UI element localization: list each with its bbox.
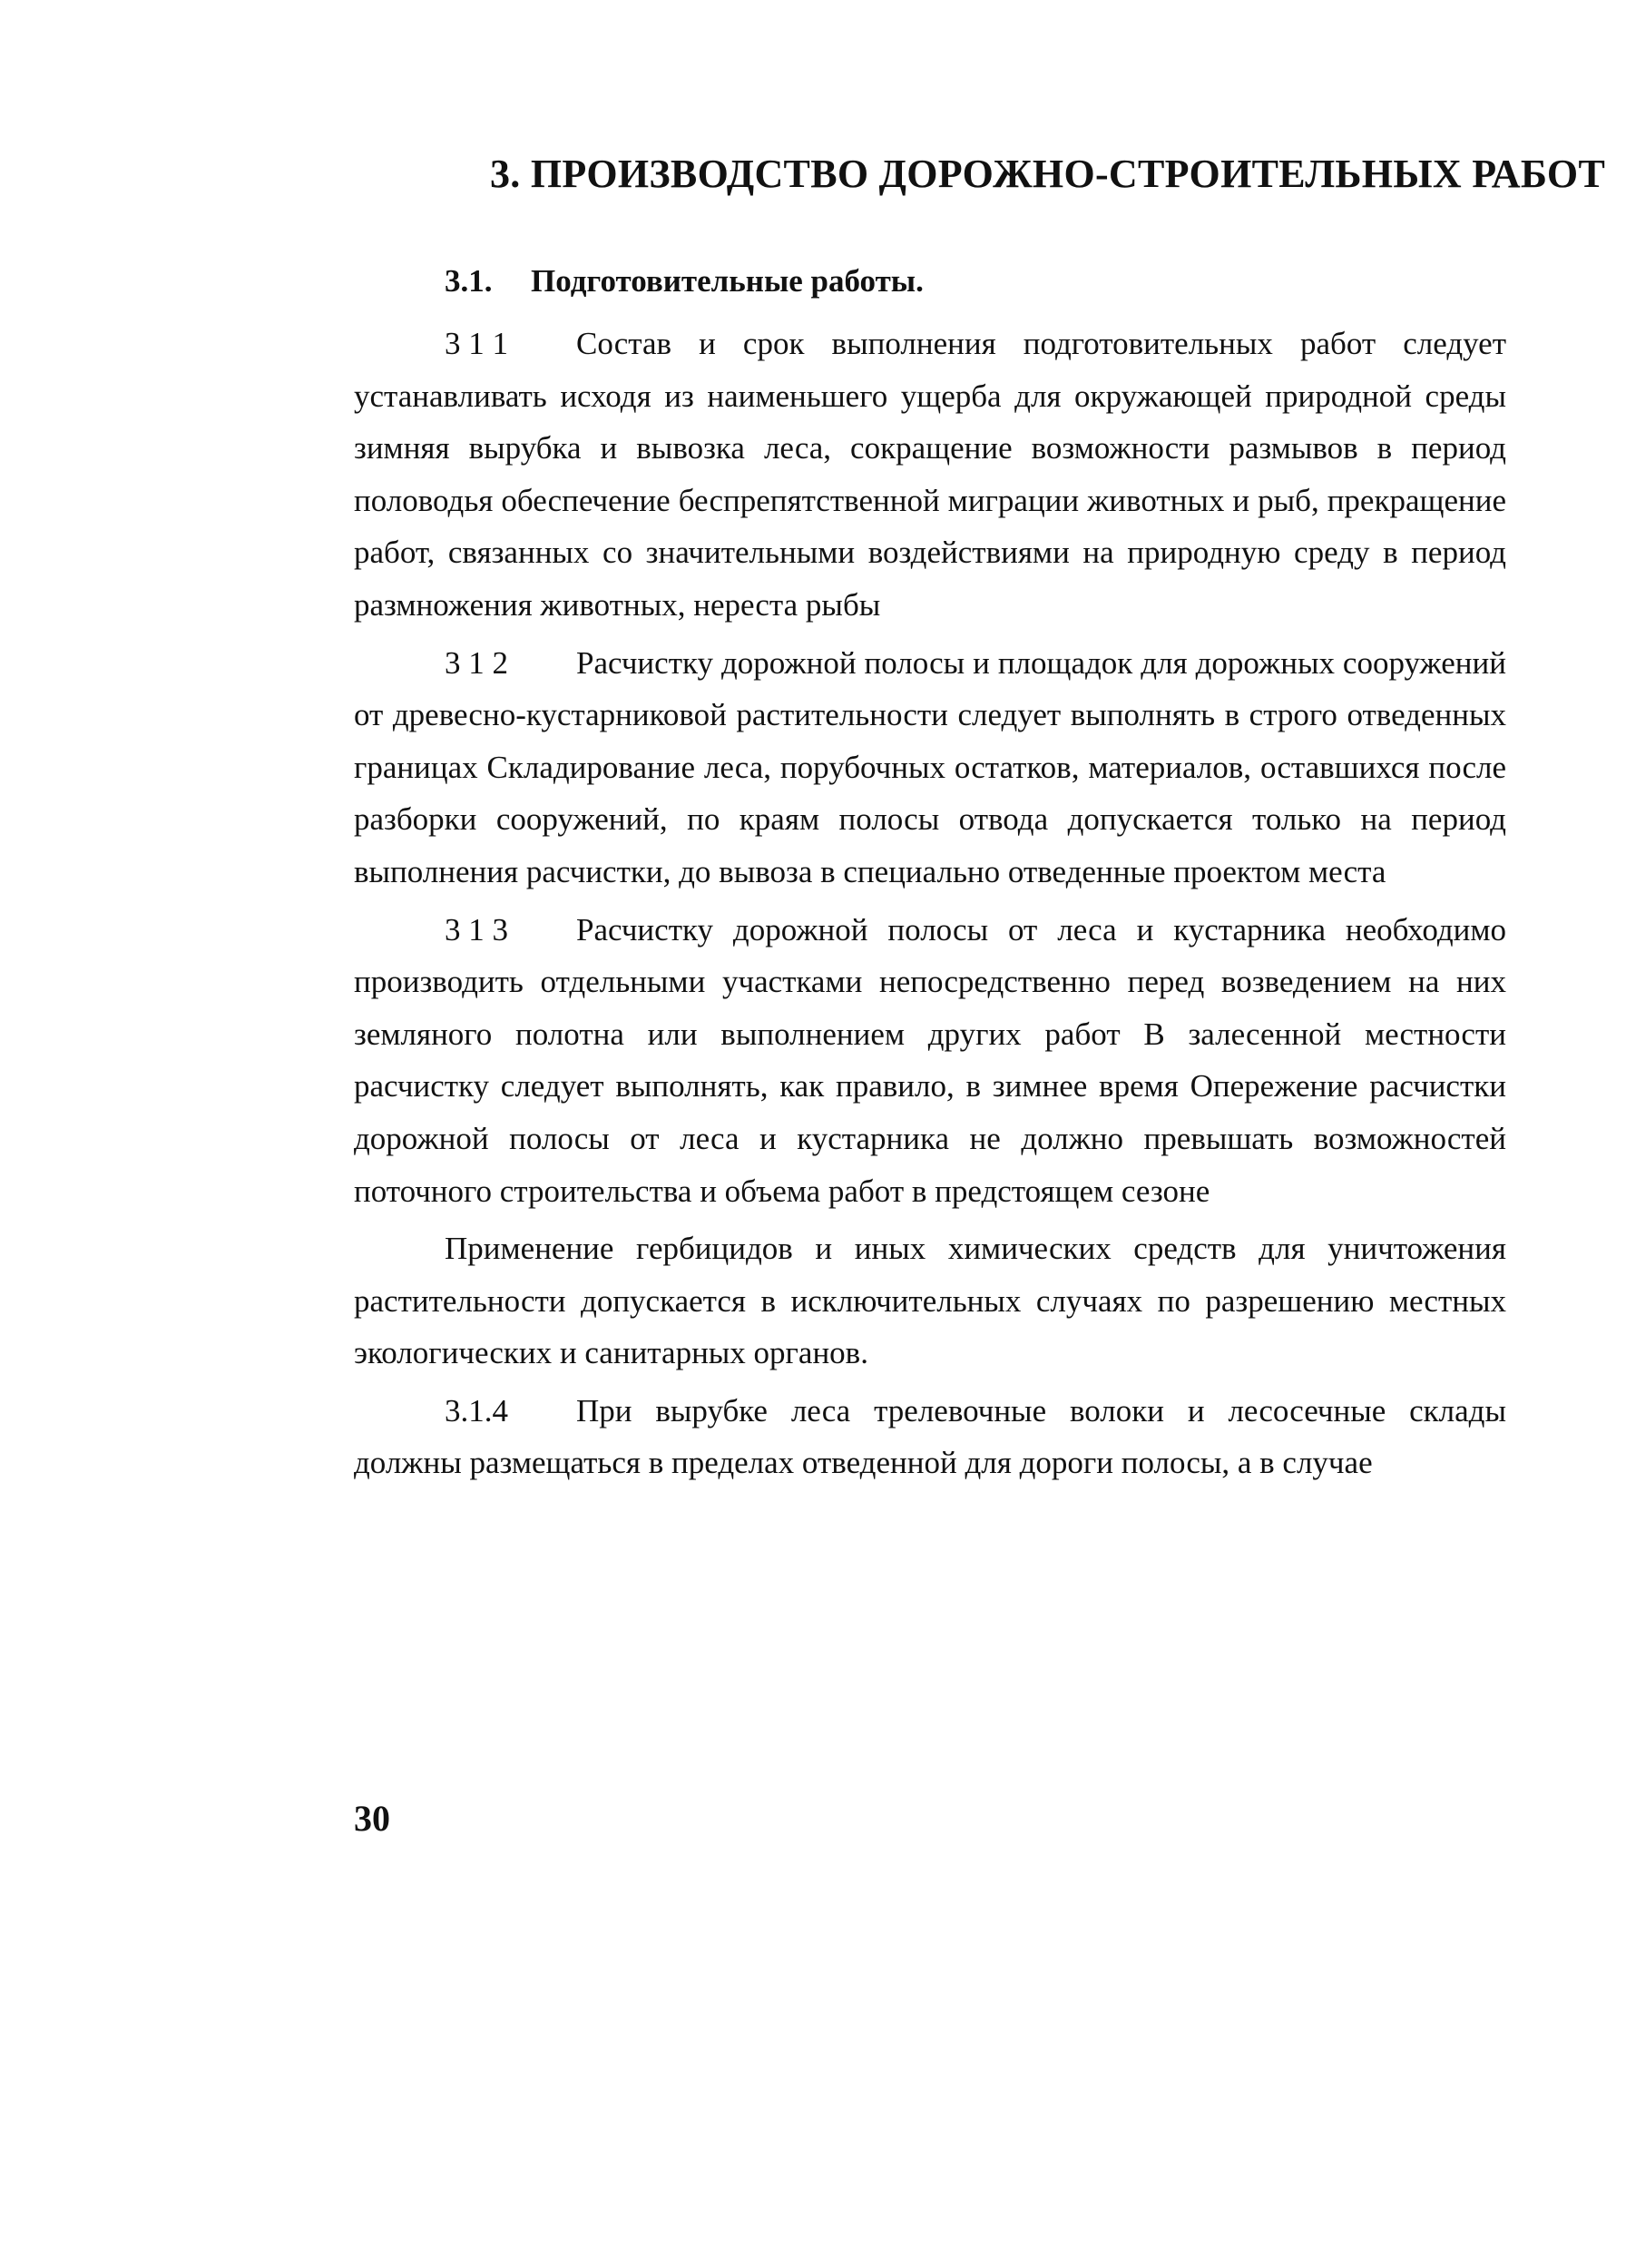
paragraph-number: 3 1 3 [445, 911, 508, 947]
paragraph-herbicides [354, 1222, 1506, 1379]
paragraph-number: 3.1.4 [445, 1392, 508, 1429]
section-number: 3.1. [445, 263, 493, 299]
chapter-title: 3. ПРОИЗВОДСТВО ДОРОЖНО-СТРОИТЕЛЬНЫХ РАБОТ [490, 152, 1606, 196]
paragraph-text: Расчистку дорожной полосы от леса и кустарника необходимо производить отдельными участками непосредственно перед возведением на них земляного полотна или выполнением других работ В залесенной местности расчистку следует выполнять, как правило, в зимнее время Опережение расчистки дорожной полосы от леса и кустарника не должно превышать возможностей поточного строительства и объема работ в предстоящем сезоне [354, 911, 1506, 1209]
paragraph-number: 3 1 1 [445, 326, 508, 361]
page-number: 30 [354, 1798, 390, 1839]
section-title: Подготовительные работы. [531, 263, 924, 299]
paragraph-number: 3 1 2 [445, 644, 508, 681]
section-heading [445, 263, 924, 299]
paragraph-text: Применение гербицидов и иных химических средств для уничтожения растительности допускается в исключительных случаях по разрешению местных экологических и санитарных органов. [354, 1231, 1506, 1371]
paragraph-text: Состав и срок выполнения подготовительных работ следует устанавливать исходя из наименьшего ущерба для окружающей природной среды зимняя вырубка и вывозка леса, сокращение возможности размывов в период половодья обеспечение беспрепятственной миграции животных и рыб, прекращение работ, связанных со значительными воздействиями на природную среду в период размножения животных, нереста рыбы [354, 326, 1506, 623]
paragraph-3-1-3 [354, 904, 1506, 1218]
paragraph-text: Расчистку дорожной полосы и площадок для дорожных сооружений от древесно-кустарниковой растительности следует выполнять в строго отведенных границах Складирование леса, порубочных остатков, материалов, оставшихся после разборки сооружений, по краям полосы отвода допускается только на период выполнения расчистки, до вывоза в специально отведенные проектом места [354, 644, 1506, 889]
paragraph-3-1-1 [354, 318, 1506, 632]
paragraph-text: При вырубке леса трелевочные волоки и лесосечные склады должны размещаться в пределах отведенной для дороги полосы, а в случае [354, 1392, 1506, 1481]
body-text [354, 318, 1506, 1495]
paragraph-3-1-4 [354, 1385, 1506, 1489]
paragraph-3-1-2 [354, 637, 1506, 898]
